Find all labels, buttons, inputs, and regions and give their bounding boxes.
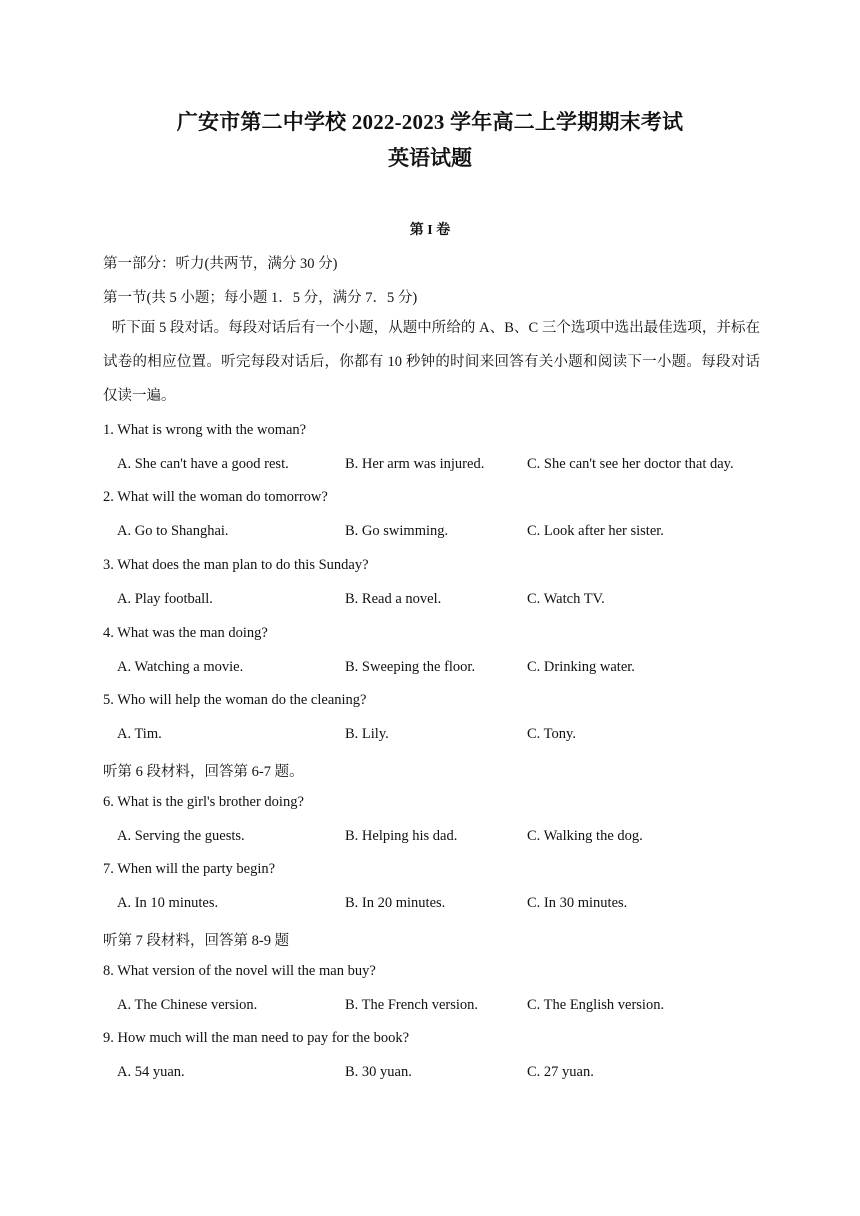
q9-option-c: C. 27 yuan. — [527, 1064, 594, 1080]
q3-option-a: A. Play football. — [117, 591, 213, 607]
passage-7-label: 听第 7 段材料，回答第 8-9 题 — [103, 933, 290, 949]
exam-subtitle: 英语试题 — [388, 146, 472, 170]
q3-option-c: C. Watch TV. — [527, 591, 605, 607]
q7-option-c: C. In 30 minutes. — [527, 895, 628, 911]
question-2: 2. What will the woman do tomorrow? — [103, 489, 328, 505]
q9-option-b: B. 30 yuan. — [345, 1064, 412, 1080]
q2-option-b: B. Go swimming. — [345, 523, 449, 539]
q2-option-a: A. Go to Shanghai. — [117, 523, 229, 539]
exam-title: 广安市第二中学校 2022-2023 学年高二上学期期末考试 — [176, 110, 684, 134]
part-heading: 第一部分：听力(共两节，满分 30 分) — [103, 256, 338, 272]
q4-option-a: A. Watching a movie. — [117, 659, 244, 675]
passage-6-label: 听第 6 段材料，回答第 6-7 题。 — [103, 764, 304, 780]
section-heading: 第一节(共 5 小题；每小题 1．5 分，满分 7．5 分) — [103, 290, 418, 306]
question-3: 3. What does the man plan to do this Sunday? — [103, 557, 369, 573]
question-9: 9. How much will the man need to pay for the book? — [103, 1030, 410, 1046]
q1-option-c: C. She can't see her doctor that day. — [527, 456, 734, 472]
q5-option-b: B. Lily. — [345, 726, 389, 742]
q4-option-c: C. Drinking water. — [527, 659, 635, 675]
question-1: 1. What is wrong with the woman? — [103, 422, 307, 438]
q2-option-c: C. Look after her sister. — [527, 523, 664, 539]
q5-option-c: C. Tony. — [527, 726, 576, 742]
q7-option-a: A. In 10 minutes. — [117, 895, 219, 911]
q6-option-c: C. Walking the dog. — [527, 828, 643, 844]
question-8: 8. What version of the novel will the man buy? — [103, 963, 376, 979]
q6-option-a: A. Serving the guests. — [117, 828, 245, 844]
q4-option-b: B. Sweeping the floor. — [345, 659, 476, 675]
q8-option-c: C. The English version. — [527, 997, 665, 1013]
instructions-paragraph: 听下面 5 段对话。每段对话后有一个小题，从题中所给的 A、B、C 三个选项中选出最佳选项，并标在试卷的相应位置。听完每段对话后，你都有 10 秒钟的时间来回答有关小题和阅读下一小题。每段对话仅读一遍。 — [103, 320, 760, 404]
question-5: 5. Who will help the woman do the cleaning? — [103, 692, 367, 708]
question-7: 7. When will the party begin? — [103, 861, 276, 877]
q1-option-a: A. She can't have a good rest. — [117, 456, 289, 472]
volume-label: 第 I 卷 — [409, 223, 451, 238]
question-6: 6. What is the girl's brother doing? — [103, 794, 304, 810]
q6-option-b: B. Helping his dad. — [345, 828, 458, 844]
q1-option-b: B. Her arm was injured. — [345, 456, 485, 472]
q8-option-b: B. The French version. — [345, 997, 479, 1013]
q5-option-a: A. Tim. — [117, 726, 162, 742]
q9-option-a: A. 54 yuan. — [117, 1064, 185, 1080]
q3-option-b: B. Read a novel. — [345, 591, 442, 607]
question-4: 4. What was the man doing? — [103, 625, 268, 641]
q7-option-b: B. In 20 minutes. — [345, 895, 446, 911]
q8-option-a: A. The Chinese version. — [117, 997, 258, 1013]
